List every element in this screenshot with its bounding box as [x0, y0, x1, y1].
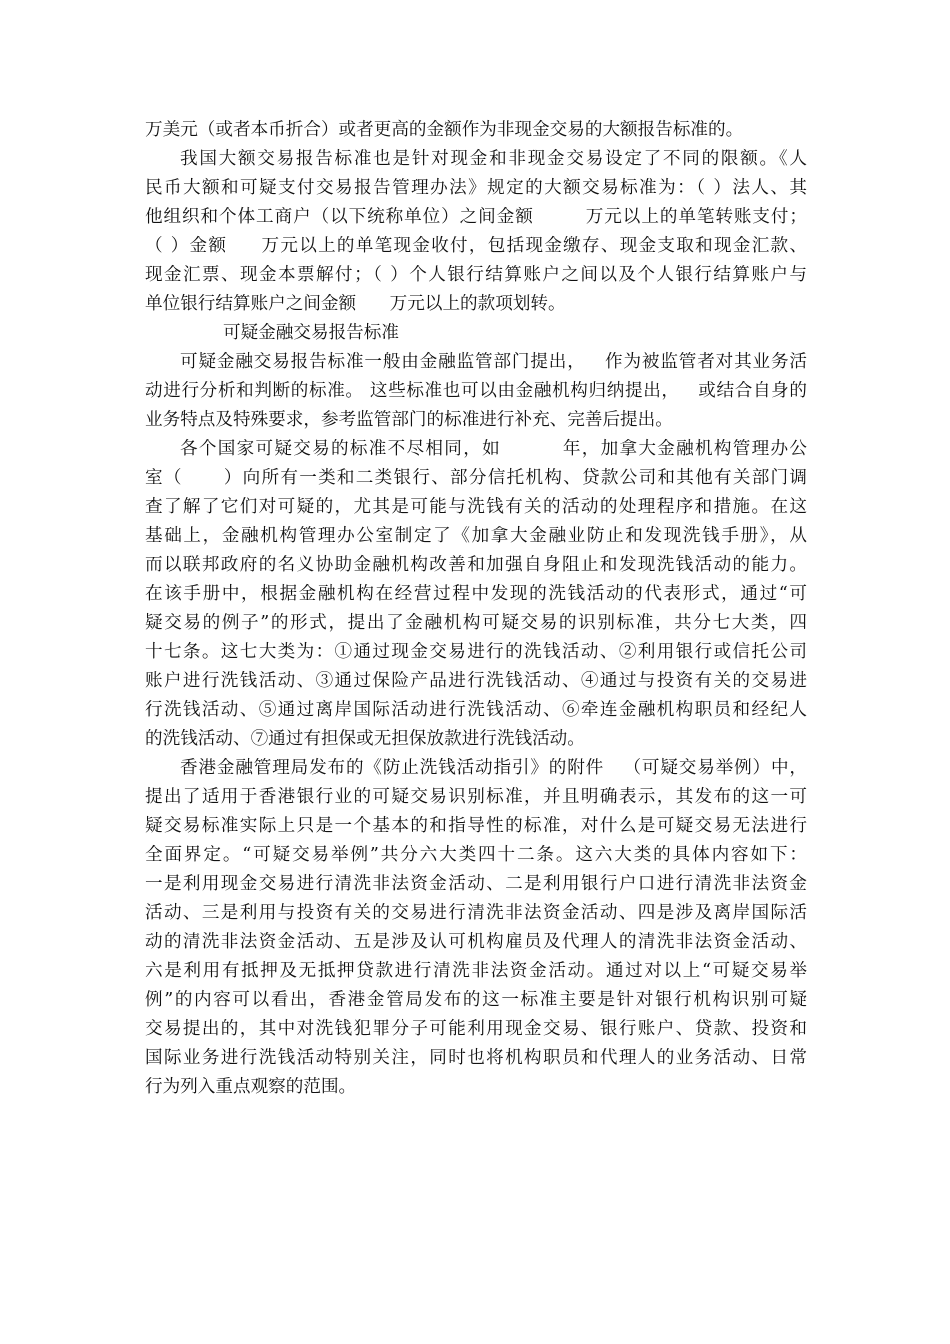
text-line: 万美元（或者本币折合）或者更高的金额作为非现金交易的大额报告标准的。 [145, 120, 744, 140]
text-line: 活动、三是利用与投资有关的交易进行清洗非法资金活动、四是涉及离岸国际活 [145, 903, 807, 923]
text-line: 基础上，金融机构管理办公室制定了《加拿大金融业防止和发现洗钱手册》，从 [145, 526, 807, 546]
text-line: 全面界定。“可疑交易举例”共分六大类四十二条。这六大类的具体内容如下： [145, 845, 807, 865]
text-line: 现金汇票、现金本票解付；（ ）个人银行结算账户之间以及个人银行结算账户与 [145, 265, 807, 285]
text-line: 各个国家可疑交易的标准不尽相同，如 年，加拿大金融机构管理办公 [180, 439, 807, 459]
text-line: 他组织和个体工商户（以下统称单位）之间金额 万元以上的单笔转账支付； [145, 207, 807, 227]
text-line: 动的清洗非法资金活动、五是涉及认可机构雇员及代理人的清洗非法资金活动、 [145, 932, 807, 952]
text-line: 而以联邦政府的名义协助金融机构改善和加强自身阻止和发现洗钱活动的能力。 [145, 555, 807, 575]
section-heading: 可疑金融交易报告标准 [223, 323, 399, 343]
text-line: 提出了适用于香港银行业的可疑交易识别标准，并且明确表示，其发布的这一可 [145, 787, 807, 807]
text-line: 民币大额和可疑支付交易报告管理办法》规定的大额交易标准为：（ ）法人、其 [145, 178, 807, 198]
text-line: 十七条。这七大类为：①通过现金交易进行的洗钱活动、②利用银行或信托公司 [145, 642, 807, 662]
text-line: 国际业务进行洗钱活动特别关注，同时也将机构职员和代理人的业务活动、日常 [145, 1048, 807, 1068]
text-line: 一是利用现金交易进行清洗非法资金活动、二是利用银行户口进行清洗非法资金 [145, 874, 807, 894]
text-line: 疑交易标准实际上只是一个基本的和指导性的标准，对什么是可疑交易无法进行 [145, 816, 807, 836]
text-line: 交易提出的，其中对洗钱犯罪分子可能利用现金交易、银行账户、贷款、投资和 [145, 1019, 807, 1039]
text-line: （ ）金额 万元以上的单笔现金收付，包括现金缴存、现金支取和现金汇款、 [145, 236, 807, 256]
text-line: 业务特点及特殊要求，参考监管部门的标准进行补充、完善后提出。 [145, 410, 673, 430]
document-body [145, 116, 807, 1102]
text-line: 动进行分析和判断的标准。 这些标准也可以由金融机构归纳提出， 或结合自身的 [145, 381, 807, 401]
text-line: 六是利用有抵押及无抵押贷款进行清洗非法资金活动。通过对以上“可疑交易举 [145, 961, 807, 981]
text-line: 行洗钱活动、⑤通过离岸国际活动进行洗钱活动、⑥牵连金融机构职员和经纪人 [145, 700, 807, 720]
text-line: 例”的内容可以看出，香港金管局发布的这一标准主要是针对银行机构识别可疑 [145, 990, 807, 1010]
text-line: 室（ ）向所有一类和二类银行、部分信托机构、贷款公司和其他有关部门调 [145, 468, 807, 488]
text-line: 我国大额交易报告标准也是针对现金和非现金交易设定了不同的限额。《人 [180, 149, 807, 169]
text-line: 行为列入重点观察的范围。 [145, 1077, 357, 1097]
text-line: 账户进行洗钱活动、③通过保险产品进行洗钱活动、④通过与投资有关的交易进 [145, 671, 807, 691]
text-line: 香港金融管理局发布的《防止洗钱活动指引》的附件 （可疑交易举例）中， [180, 758, 807, 778]
text-line: 单位银行结算账户之间金额 万元以上的款项划转。 [145, 294, 566, 314]
text-line: 的洗钱活动、⑦通过有担保或无担保放款进行洗钱活动。 [145, 729, 585, 749]
text-line: 疑交易的例子”的形式，提出了金融机构可疑交易的识别标准，共分七大类，四 [145, 613, 807, 633]
text-line: 可疑金融交易报告标准一般由金融监管部门提出， 作为被监管者对其业务活 [180, 352, 807, 372]
text-line: 在该手册中，根据金融机构在经营过程中发现的洗钱活动的代表形式，通过“可 [145, 584, 807, 604]
text-line: 查了解了它们对可疑的，尤其是可能与洗钱有关的活动的处理程序和措施。在这 [145, 497, 807, 517]
